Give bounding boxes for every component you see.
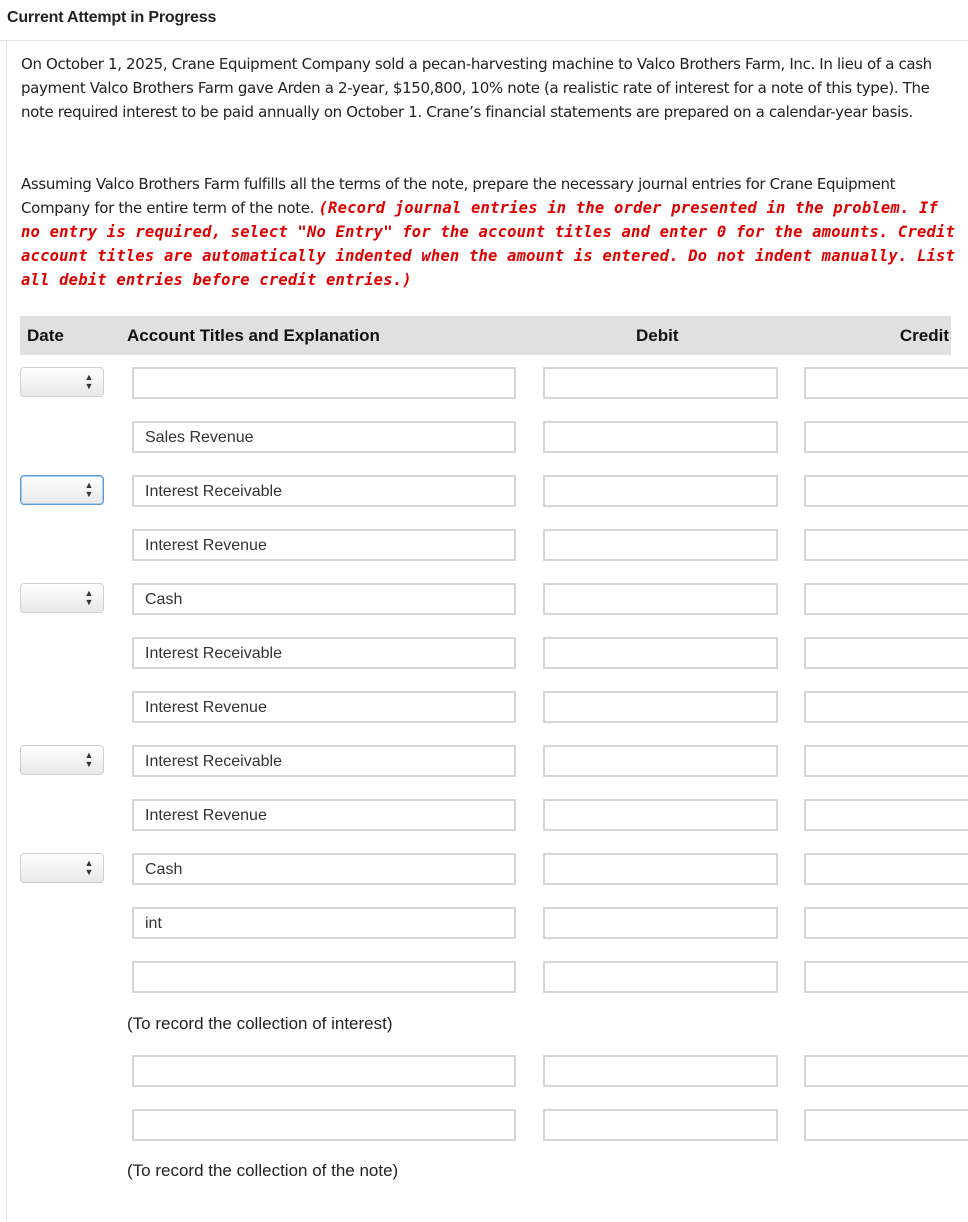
debit-input[interactable] [543, 421, 778, 453]
credit-input[interactable] [804, 1109, 968, 1141]
credit-input[interactable] [804, 529, 968, 561]
credit-input[interactable] [804, 637, 968, 669]
account-title-input[interactable]: Cash [132, 853, 516, 885]
date-select[interactable] [20, 853, 104, 883]
up-down-arrows-icon: ▲ ▼ [84, 372, 94, 391]
debit-input[interactable] [543, 367, 778, 399]
entry-explanation: (To record the collection of interest) [127, 1014, 393, 1033]
debit-input[interactable] [543, 691, 778, 723]
credit-input[interactable] [804, 961, 968, 993]
instructions-paragraph [21, 172, 956, 292]
credit-input[interactable] [804, 421, 968, 453]
account-title-input[interactable]: Cash [132, 583, 516, 615]
debit-input[interactable] [543, 799, 778, 831]
debit-input[interactable] [543, 529, 778, 561]
account-title-input[interactable]: Interest Revenue [132, 529, 516, 561]
date-select[interactable] [20, 745, 104, 775]
credit-input[interactable] [804, 799, 968, 831]
credit-input[interactable] [804, 853, 968, 885]
up-down-arrows-icon: ▲ ▼ [84, 588, 94, 607]
account-title-input[interactable]: Interest Receivable [132, 475, 516, 507]
attempt-header [0, 0, 968, 41]
account-title-input[interactable]: Interest Revenue [132, 799, 516, 831]
credit-input[interactable] [804, 691, 968, 723]
account-title-input[interactable] [132, 367, 516, 399]
credit-input[interactable] [804, 1055, 968, 1087]
up-down-arrows-icon: ▲ ▼ [84, 480, 94, 499]
credit-input[interactable] [804, 367, 968, 399]
debit-input[interactable] [543, 475, 778, 507]
date-select[interactable] [20, 475, 104, 505]
instructions-highlight: (Record journal entries in the order presented in the problem. If no entry is required, select "No Entry" for the account titles and enter 0 for the amounts. Credit account titles are automatically indented when the amount is entered. Do not indent manually. List all debit entries before credit entries.) [21, 199, 956, 289]
up-down-arrows-icon: ▲ ▼ [84, 750, 94, 769]
debit-input[interactable] [543, 745, 778, 777]
problem-paragraph: On October 1, 2025, Crane Equipment Company sold a pecan-harvesting machine to Valco Brothers Farm, Inc. In lieu of a cash payment Valco Brothers Farm gave Arden a 2-year, $150,800, 10% note (a realistic rate of interest for a note of this type). The note required interest to be paid annually on October 1. Crane’s financial statements are prepared on a calendar-year basis. [21, 55, 932, 121]
account-title-input[interactable] [132, 1055, 516, 1087]
account-title-input[interactable]: Interest Receivable [132, 637, 516, 669]
content-divider [6, 41, 7, 1222]
account-title-input[interactable]: Interest Revenue [132, 691, 516, 723]
date-select[interactable] [20, 583, 104, 613]
instructions-text: Assuming Valco Brothers Farm fulfills all the terms of the note, prepare the necessary journal entries for Crane Equipment Company for the entire term of the note. [21, 175, 896, 217]
account-title-input[interactable] [132, 1109, 516, 1141]
account-column-header: Account Titles and Explanation [127, 326, 380, 345]
debit-input[interactable] [543, 1109, 778, 1141]
date-column-header: Date [27, 326, 64, 345]
date-select[interactable] [20, 367, 104, 397]
account-title-input[interactable]: Sales Revenue [132, 421, 516, 453]
debit-input[interactable] [543, 961, 778, 993]
header-title: Current Attempt in Progress [7, 9, 217, 26]
debit-input[interactable] [543, 1055, 778, 1087]
journal-table-header [20, 316, 951, 355]
credit-input[interactable] [804, 745, 968, 777]
account-title-input[interactable]: Interest Receivable [132, 745, 516, 777]
entry-explanation: (To record the collection of the note) [127, 1161, 399, 1180]
debit-input[interactable] [543, 583, 778, 615]
debit-input[interactable] [543, 907, 778, 939]
account-title-input[interactable]: int [132, 907, 516, 939]
account-title-input[interactable] [132, 961, 516, 993]
debit-input[interactable] [543, 853, 778, 885]
credit-input[interactable] [804, 475, 968, 507]
up-down-arrows-icon: ▲ ▼ [84, 858, 94, 877]
credit-input[interactable] [804, 583, 968, 615]
debit-input[interactable] [543, 637, 778, 669]
debit-column-header: Debit [636, 326, 679, 345]
credit-column-header: Credit [899, 326, 949, 345]
credit-input[interactable] [804, 907, 968, 939]
